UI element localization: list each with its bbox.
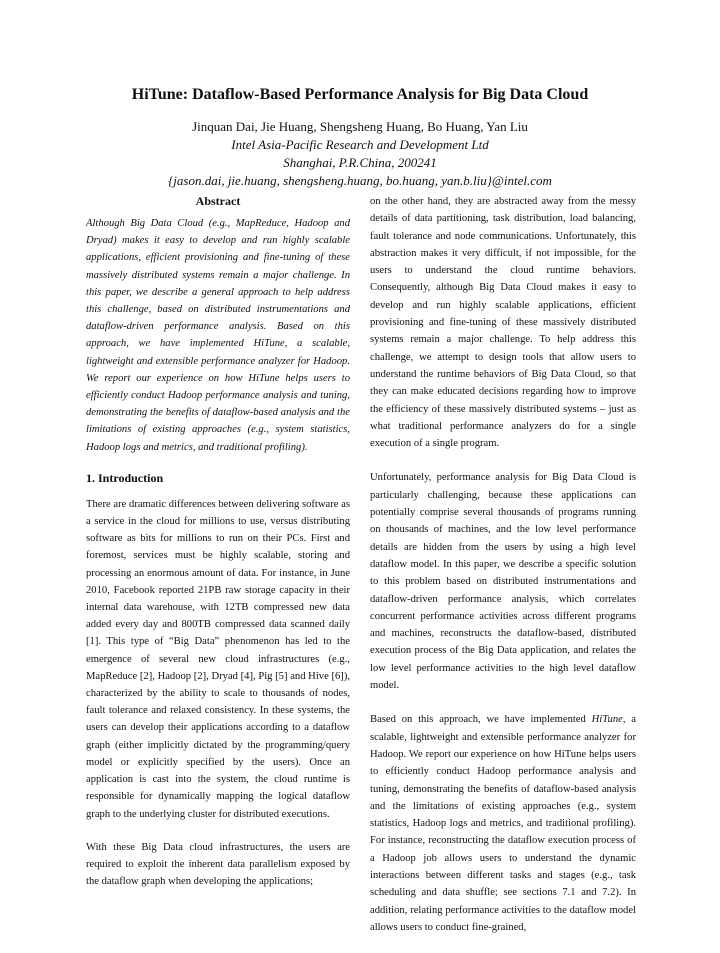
left-column [86,193,350,906]
author-block [0,118,720,190]
hitune-name: HiTune [591,714,623,726]
section-heading-introduction: 1. Introduction [86,470,164,485]
abstract-heading: Abstract [195,194,241,208]
paragraph-3-lead: Based on this approach, we have implemented [370,714,592,726]
email-list: {jason.dai, jie.huang, shengsheng.huang, bo.huang, yan.b.liu}@intel.com [168,173,552,188]
intro-paragraph-2: With these Big Data cloud infrastructures, the users are required to exploit the inherent data parallelism exposed by the dataflow graph when developing the applications; [86,841,350,888]
intro-paragraph-1: There are dramatic differences between delivering software as a service in the cloud for millions to use, versus distributing software as bits for millions to run on their PCs. First and foremost, services must be highly scalable, storing and processing an enormous amount of data. For instance, in June 2010, Facebook reported 21PB raw storage capacity in their internal data warehouse, with 12TB compressed new data added every day and 800TB compressed data scanned daily [1]. This type of “Big Data” phenomenon has led to the emergence of several new cloud infrastructures (e.g., MapReduce [2], Hadoop [2], Dryad [4], Pig [5] and Hive [6]), characterized by the ability to scale to thousands of nodes, fault tolerance and relaxed consistency. In these systems, the users can develop their applications according to a dataflow graph (either implicitly dictated by the programming/query model or explicitly specified by the users). Once an application is cast into the system, the cloud runtime is responsible for dynamically mapping the logical dataflow graph to the underlying cluster for distributed executions. [86,498,350,820]
author-list: Jinquan Dai, Jie Huang, Shengsheng Huang, Bo Huang, Yan Liu [192,119,528,134]
paragraph-3-rest: , a scalable, lightweight and extensible performance analyzer for Hadoop. We report our experience on how HiTune helps users to efficiently conduct Hadoop performance analysis and tuning, demonstrating the benefits of dataflow-based analysis and the limitations of existing approaches (e.g., system statistics, Hadoop logs and metrics, and traditional profiling). For instance, reconstructing the dataflow execution process of a Hadoop job allows users to understand the dynamic interactions between different tasks and stages (e.g., task scheduling and data shuffle; see sections 7.1 and 7.2). In addition, relating performance activities to the dataflow model allows users to conduct fine-grained, [370,714,636,933]
location: Shanghai, P.R.China, 200241 [283,155,437,170]
right-paragraph-3 [370,711,636,936]
right-column [370,193,636,953]
abstract-text: Although Big Data Cloud (e.g., MapReduce, Hadoop and Dryad) makes it easy to develop and run highly scalable applications, efficient provisioning and fine-tuning of these massively distributed systems remain a major challenge. In this paper, we describe a general approach to help address this challenge, based on distributed instrumentations and dataflow-driven performance analysis. Based on this approach, we have implemented HiTune, a scalable, lightweight and extensible performance analyzer for Hadoop. We report our experience on how HiTune helps users to efficiently conduct Hadoop performance analysis and tuning, demonstrating the benefits of dataflow-based analysis and the limitations of existing approaches (e.g., system statistics, Hadoop logs and metrics, and traditional profiling). [86,218,350,453]
paper-title: HiTune: Dataflow-Based Performance Analysis for Big Data Cloud [131,86,589,103]
right-paragraph-2: Unfortunately, performance analysis for Big Data Cloud is particularly challenging, because these applications can potentially comprise several thousands of programs running on thousands of machines, and the low level performance details are hidden from the users by using a high level dataflow model. In this paper, we describe a specific solution to this problem based on distributed instrumentations and dataflow-driven performance analysis, which correlates concurrent performance activities across different programs and machines, reconstructs the dataflow-based, distributed execution process of the Big Data application, and relates the low level performance activities to the high level dataflow model. [370,472,636,692]
right-paragraph-1: on the other hand, they are abstracted away from the messy details of data partitioning, task distribution, load balancing, fault tolerance and node communications. Unfortunately, this abstraction makes it very difficult, if not impossible, for the users to understand the cloud runtime behaviors. Consequently, although Big Data Cloud makes it easy to develop and run highly scalable applications, efficient provisioning and fine-tuning of these massively distributed systems remain a major challenge. To help address this challenge, we attempt to design tools that allow users to understand the runtime behaviors of Big Data Cloud, so that they can make educated decisions regarding how to improve the efficiency of these massively distributed systems – just as what traditional performance analyzers do for a single execution of a single program. [370,196,636,450]
affiliation: Intel Asia-Pacific Research and Development Ltd [231,137,489,152]
